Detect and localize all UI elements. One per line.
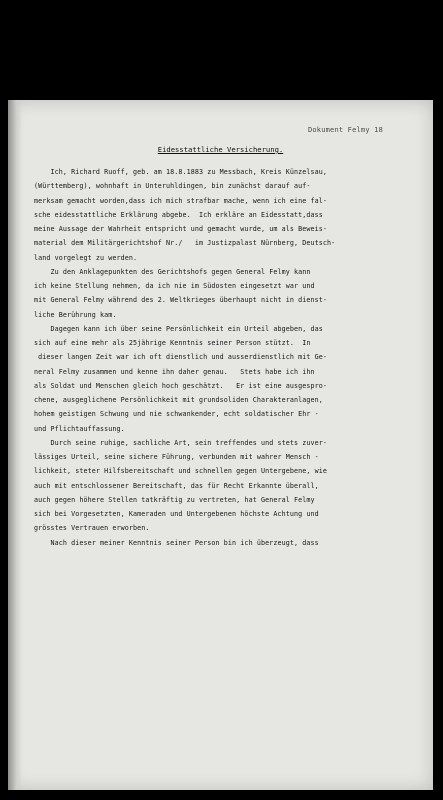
body-line: Zu den Anklagepunkten des Gerichtshofs gegen General Felmy kann	[34, 267, 311, 276]
body-line: lichkeit, steter Hilfsbereitschaft und schnellen gegen Untergebene, wie	[34, 467, 327, 476]
document-number-label: Dokument Felmy 18	[307, 126, 383, 134]
body-line: Ich, Richard Ruoff, geb. am 18.8.1883 zu Messbach, Kreis Künzelsau,	[34, 168, 327, 176]
body-line: ich keine Stellung nehmen, da ich nie im Südosten eingesetzt war und	[34, 282, 315, 290]
body-line: mit General Felmy während des 2. Weltkrieges überhaupt nicht in dienst-	[34, 296, 327, 305]
body-line: (Württemberg), wohnhaft in Unteruhldingen, bin zunächst darauf auf-	[34, 182, 311, 191]
body-line: Nach dieser meiner Kenntnis seiner Person bin ich überzeugt, dass	[34, 538, 319, 547]
body-line: als Soldat und Menschen gleich hoch geschätzt. Er ist eine ausgespro-	[34, 381, 327, 390]
body-line: sich bei Vorgesetzten, Kameraden und Untergebenen höchste Achtung und	[34, 510, 319, 518]
body-line: neral Felmy zusammen und kenne ihn daher genau. Stets habe ich ihn	[34, 367, 315, 376]
document-page	[8, 100, 433, 790]
body-line: meine Aussage der Wahrheit entspricht und gemacht wurde, um als Beweis-	[34, 225, 327, 233]
body-line: chene, ausgeglichene Persönlichkeit mit grundsoliden Charakteranlagen,	[34, 396, 323, 404]
body-line: sche eidesstattliche Erklärung abgebe. Ich erkläre an Eidesstatt,dass	[34, 210, 323, 219]
body-line: merksam gemacht worden,dass ich mich strafbar mache, wenn ich eine fal-	[34, 196, 327, 205]
page-edge-shadow	[8, 100, 22, 790]
body-line: liche Berührung kam.	[34, 310, 117, 319]
body-line: Dagegen kann ich über seine Persönlichkeit ein Urteil abgeben, das	[34, 324, 323, 333]
body-line: sich auf eine mehr als 25jährige Kenntnis seiner Person stützt. In	[34, 339, 311, 347]
body-line: und Pflichtauffassung.	[34, 424, 125, 433]
document-title: Eidesstattliche Versicherung.	[157, 145, 284, 154]
body-line: auch mit entschlossener Bereitschaft, das für Recht Erkannte überall,	[34, 481, 319, 490]
body-line: hohem geistigen Schwung und nie schwankender, echt soldatischer Ehr -	[34, 410, 319, 419]
body-line: dieser langen Zeit war ich oft dienstlich und ausserdienstlich mit Ge-	[34, 353, 327, 362]
body-line: auch gegen höhere Stellen tatkräftig zu vertreten, hat General Felmy	[34, 495, 315, 504]
body-line: lässiges Urteil, seine sichere Führung, verbunden mit wahrer Mensch -	[34, 453, 319, 461]
body-line: material dem Militärgerichtshof Nr./ im Justizpalast Nürnberg, Deutsch-	[34, 239, 336, 248]
body-line: land vorgelegt zu werden.	[34, 253, 138, 262]
body-line: grösstes Vertrauen erworben.	[34, 524, 150, 533]
body-line: Durch seine ruhige, sachliche Art, sein treffendes und stets zuver-	[34, 438, 327, 447]
